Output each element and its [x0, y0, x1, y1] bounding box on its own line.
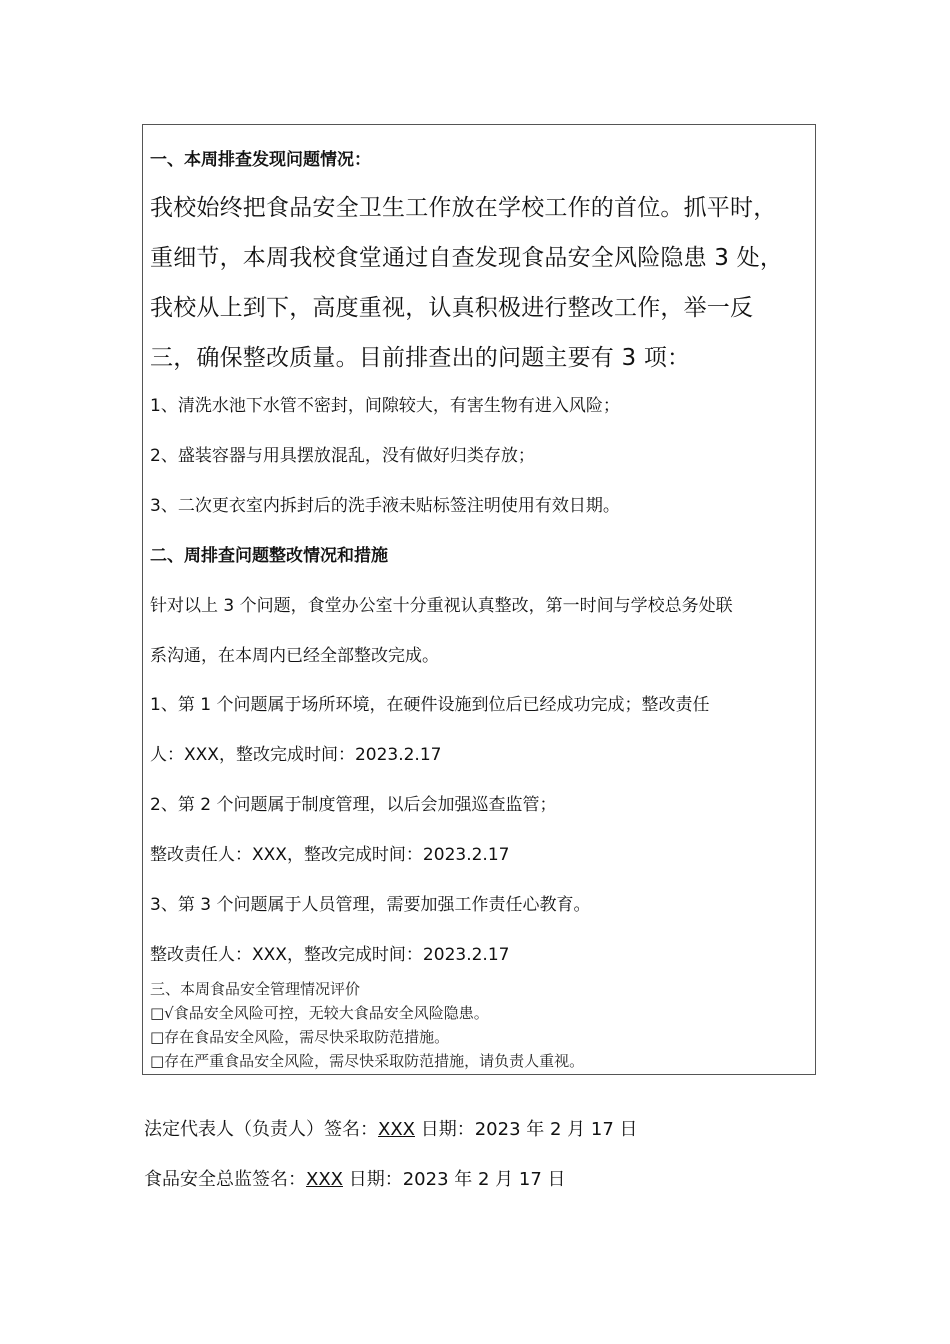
section1-heading: 一、本周排查发现问题情况：: [150, 150, 371, 170]
rectification-line: 1、第 1 个问题属于场所环境，在硬件设施到位后已经成功完成；整改责任: [150, 695, 710, 715]
evaluation-option: □存在严重食品安全风险，需尽快采取防范措施，请负责人重视。: [150, 1052, 585, 1070]
legal-rep-name: XXX: [378, 1119, 415, 1140]
intro-line: 重细节，本周我校食堂通过自查发现食品安全风险隐患 3 处，: [150, 245, 784, 271]
evaluation-option-checked: □√食品安全风险可控，无较大食品安全风险隐患。: [150, 1004, 489, 1022]
legal-rep-date: 日期：2023 年 2 月 17 日: [415, 1119, 638, 1140]
section3-heading: 三、本周食品安全管理情况评价: [150, 980, 361, 998]
director-name: XXX: [306, 1169, 343, 1190]
rectification-line: 人：XXX，整改完成时间：2023.2.17: [150, 745, 442, 765]
report-table: [142, 124, 816, 1075]
section2-heading: 二、周排查问题整改情况和措施: [150, 546, 388, 566]
intro-line: 我校始终把食品安全卫生工作放在学校工作的首位。抓平时，: [150, 195, 777, 221]
intro-line: 三，确保整改质量。目前排查出的问题主要有 3 项：: [150, 345, 691, 371]
legal-rep-signature: [144, 1115, 638, 1141]
director-date: 日期：2023 年 2 月 17 日: [343, 1169, 566, 1190]
rectification-line: 系沟通，在本周内已经全部整改完成。: [150, 646, 439, 666]
director-label: 食品安全总监签名：: [144, 1169, 306, 1190]
problem-item: 2、盛装容器与用具摆放混乱，没有做好归类存放；: [150, 446, 535, 466]
rectification-line: 3、第 3 个问题属于人员管理，需要加强工作责任心教育。: [150, 895, 591, 915]
director-signature: [144, 1165, 566, 1191]
problem-item: 1、清洗水池下水管不密封，间隙较大，有害生物有进入风险；: [150, 396, 620, 416]
rectification-line: 针对以上 3 个问题，食堂办公室十分重视认真整改，第一时间与学校总务处联: [150, 596, 733, 616]
rectification-line: 整改责任人：XXX，整改完成时间：2023.2.17: [150, 845, 510, 865]
legal-rep-label: 法定代表人（负责人）签名：: [144, 1119, 378, 1140]
rectification-line: 2、第 2 个问题属于制度管理，以后会加强巡查监管；: [150, 795, 557, 815]
evaluation-option: □存在食品安全风险，需尽快采取防范措施。: [150, 1028, 450, 1046]
intro-line: 我校从上到下，高度重视，认真积极进行整改工作，举一反: [150, 295, 754, 321]
rectification-line: 整改责任人：XXX，整改完成时间：2023.2.17: [150, 945, 510, 965]
problem-item: 3、二次更衣室内拆封后的洗手液未贴标签注明使用有效日期。: [150, 496, 620, 516]
